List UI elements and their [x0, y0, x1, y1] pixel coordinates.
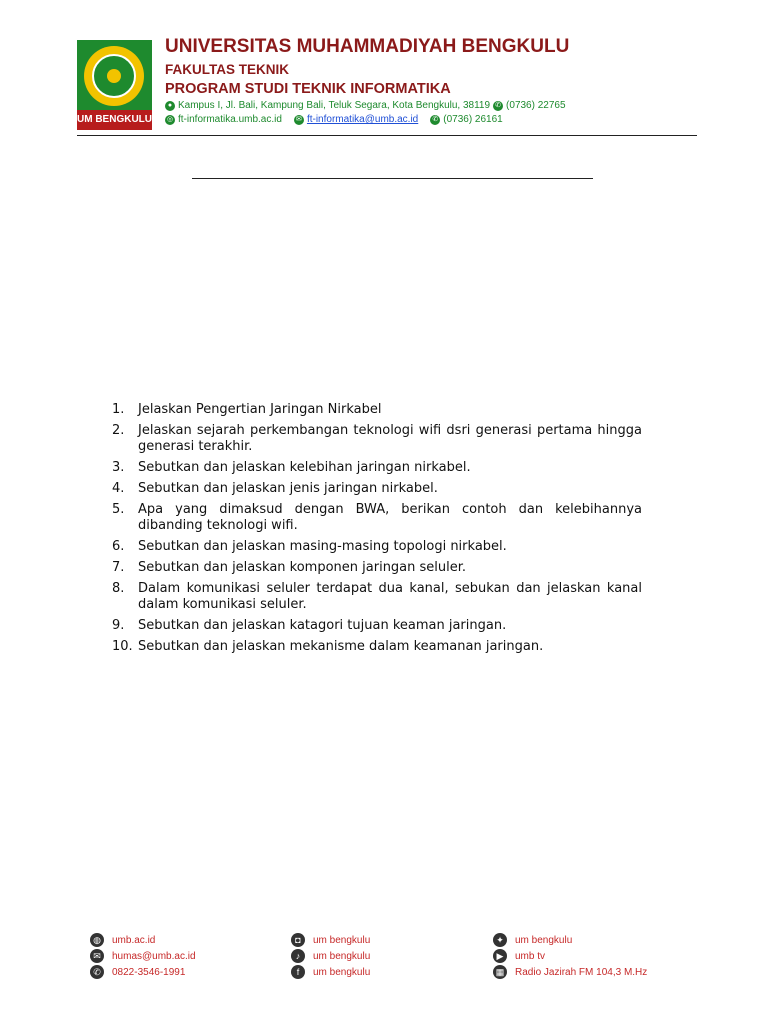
address-text: Kampus I, Jl. Bali, Kampung Bali, Teluk Segara, Kota Bengkulu, 38119: [178, 100, 491, 111]
footer-website[interactable]: umb.ac.id: [112, 934, 156, 946]
footer-youtube[interactable]: umb tv: [515, 950, 546, 962]
footer-col-media: [493, 932, 647, 980]
contact-line: [165, 114, 503, 125]
faculty-name: FAKULTAS TEKNIK: [165, 62, 289, 77]
website-text[interactable]: ft-informatika.umb.ac.id: [178, 114, 282, 125]
phone-icon: ✆: [493, 101, 503, 111]
question-item: 9. Sebutkan dan jelaskan katagori tujuan keaman jaringan.: [112, 618, 507, 633]
question-item: 7. Sebutkan dan jelaskan komponen jaringan seluler.: [112, 560, 467, 575]
title-underline: [192, 178, 593, 179]
footer-phone: 0822-3546-1991: [112, 966, 186, 978]
phone2-text: (0736) 26161: [443, 114, 503, 125]
footer-col-social: [291, 932, 370, 980]
footer-tiktok[interactable]: um bengkulu: [313, 950, 371, 962]
youtube-icon: ▶: [493, 949, 507, 963]
globe-icon: ◎: [166, 115, 174, 123]
question-item: 8. Dalam komunikasi seluler terdapat dua kanal, sebukan dan jelaskan kanal dalam komunikasi seluler.: [112, 581, 642, 612]
email-icon: ✉: [90, 949, 104, 963]
question-item: 6. Sebutkan dan jelaskan masing-masing topologi nirkabel.: [112, 539, 507, 554]
footer-email[interactable]: humas@umb.ac.id: [112, 950, 196, 962]
university-name: UNIVERSITAS MUHAMMADIYAH BENGKULU: [165, 36, 570, 57]
footer-instagram[interactable]: um bengkulu: [313, 934, 371, 946]
radio-icon: ▦: [493, 965, 507, 979]
facebook-icon: f: [291, 965, 305, 979]
question-item: 1. Jelaskan Pengertian Jaringan Nirkabel: [112, 402, 382, 417]
program-name: PROGRAM STUDI TEKNIK INFORMATIKA: [165, 81, 451, 97]
email-icon: ✉: [294, 115, 304, 125]
location-icon: ●: [165, 101, 175, 111]
footer-facebook[interactable]: um bengkulu: [313, 966, 371, 978]
seal-emblem: [84, 46, 144, 106]
question-item: 2. Jelaskan sejarah perkembangan teknologi wifi dsri generasi pertama hingga generasi terakhir.: [112, 423, 642, 454]
question-item: 10. Sebutkan dan jelaskan mekanisme dalam keamanan jaringan.: [112, 639, 544, 654]
header-divider: [77, 135, 697, 136]
footer-col-web: [90, 932, 196, 980]
question-item: 3. Sebutkan dan jelaskan kelebihan jaringan nirkabel.: [112, 460, 471, 475]
footer-twitter[interactable]: um bengkulu: [515, 934, 573, 946]
twitter-icon: ✦: [493, 933, 507, 947]
globe-icon: ◍: [90, 933, 104, 947]
question-list: [112, 402, 642, 660]
footer-radio: Radio Jazirah FM 104,3 M.Hz: [515, 966, 648, 978]
question-item: 5. Apa yang dimaksud dengan BWA, berikan contoh dan kelebihannya dibanding teknologi wifi.: [112, 502, 642, 533]
phone-icon-2: ✆: [430, 115, 440, 125]
logo-label: UM BENGKULU: [77, 110, 152, 130]
instagram-icon: ◘: [291, 933, 305, 947]
tiktok-icon: ♪: [291, 949, 305, 963]
university-logo: [77, 40, 152, 130]
email-link[interactable]: ft-informatika@umb.ac.id: [306, 114, 419, 125]
address-line: [165, 100, 566, 111]
question-item: 4. Sebutkan dan jelaskan jenis jaringan nirkabel.: [112, 481, 438, 496]
whatsapp-icon: ✆: [90, 965, 104, 979]
phone-text: (0736) 22765: [506, 100, 566, 111]
